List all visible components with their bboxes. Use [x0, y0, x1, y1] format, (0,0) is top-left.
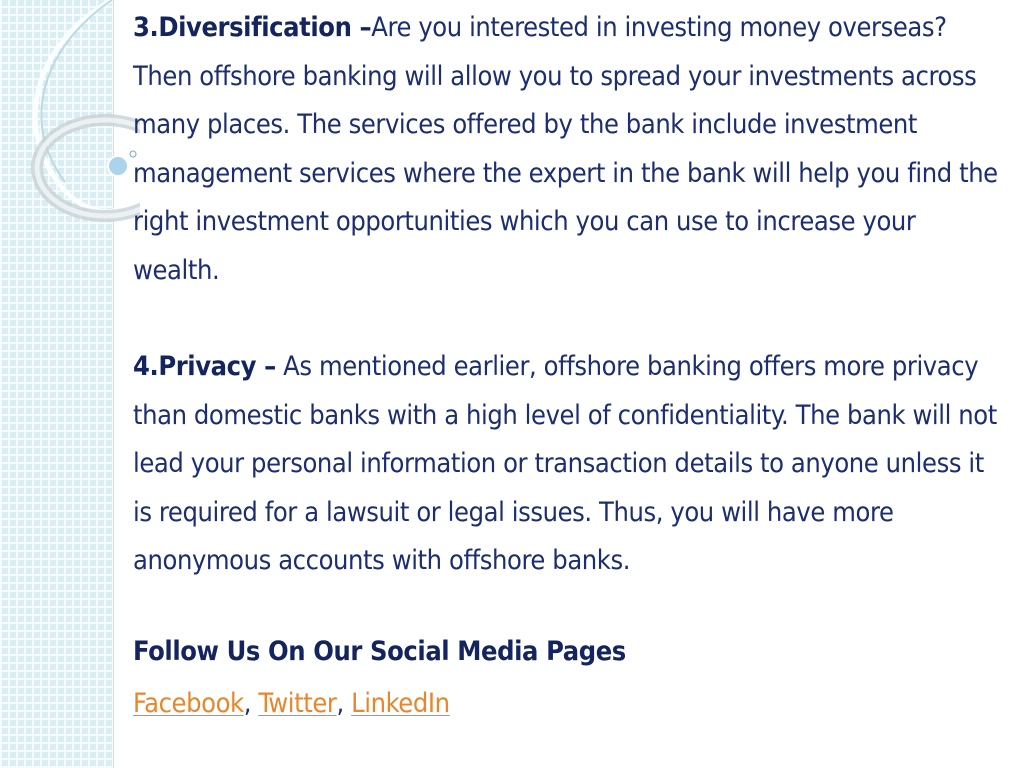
section-body: As mentioned earlier, offshore banking offers more privacy than domestic banks with a high level of confidentiality. The bank will not lead your personal information or transaction details to anyone unless it is required for a lawsuit or legal issues. Thus, you will have more anonymous accounts with offshore banks.: [133, 351, 997, 576]
linkedin-link[interactable]: LinkedIn: [351, 688, 450, 719]
slide-content: [133, 4, 1008, 729]
follow-heading: Follow Us On Our Social Media Pages: [133, 635, 626, 667]
section-heading: 3.Diversification –: [133, 12, 372, 43]
facebook-link[interactable]: Facebook: [133, 688, 244, 719]
section-body: Are you interested in investing money overseas? Then offshore banking will allow you to spread your investments across many places. The services offered by the bank include investment management services where the expert in the bank will help you find the right investment opportunities which you can use to increase your wealth.: [133, 12, 998, 286]
section-privacy: [133, 343, 1008, 586]
section-diversification: [133, 4, 1008, 295]
bullet-dot-icon: [108, 156, 128, 176]
link-separator: ,: [336, 688, 352, 719]
decorative-swirl: [0, 0, 140, 260]
social-links: [133, 680, 1008, 729]
section-heading: 4.Privacy –: [133, 351, 276, 382]
link-separator: ,: [243, 688, 259, 719]
twitter-link[interactable]: Twitter: [258, 688, 337, 719]
